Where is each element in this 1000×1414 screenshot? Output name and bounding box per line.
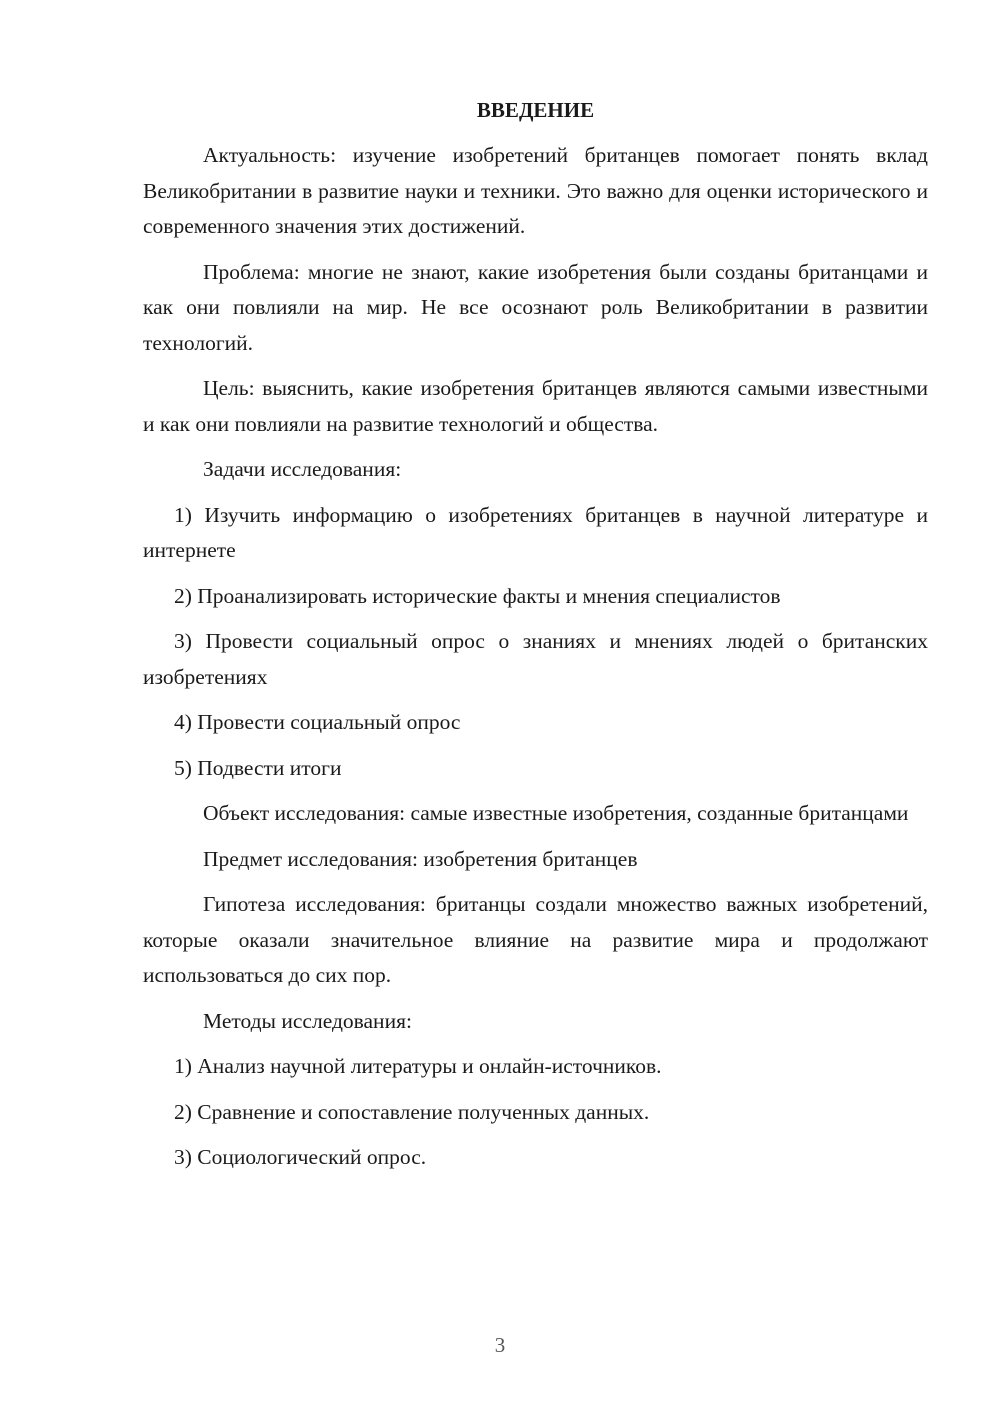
method-item: 2) Сравнение и сопоставление полученных данных. [174, 1099, 650, 1124]
method-item: 3) Социологический опрос. [174, 1145, 427, 1169]
section-title: ВВЕДЕНИЕ [476, 98, 595, 122]
goal-paragraph: Цель: выяснить, какие изобретения британцев являются самыми известными и как они повлияли на развитие технологий и общества. [143, 376, 928, 436]
problem-paragraph: Проблема: многие не знают, какие изобретения были созданы британцами и как они повлияли на мир. Не все осознают роль Великобритании в развитии технологий. [143, 259, 928, 355]
relevance-paragraph: Актуальность: изучение изобретений британцев помогает понять вклад Великобритании в развитие науки и техники. Это важно для оценки исторического и современного значения этих достижений. [143, 143, 928, 238]
task-item: 4) Провести социальный опрос [174, 710, 461, 734]
task-item: 1) Изучить информацию о изобретениях британцев в научной литературе и интернете [143, 502, 928, 562]
task-item: 2) Проанализировать исторические факты и мнения специалистов [174, 583, 781, 608]
method-item: 1) Анализ научной литературы и онлайн-источников. [174, 1054, 662, 1078]
tasks-heading: Задачи исследования: [203, 457, 402, 481]
page-content [143, 92, 928, 1186]
task-item: 3) Провести социальный опрос о знаниях и мнениях людей о британских изобретениях [143, 629, 928, 689]
object-paragraph: Объект исследования: самые известные изобретения, созданные британцами [203, 801, 909, 825]
task-item: 5) Подвести итоги [174, 755, 342, 780]
methods-heading: Методы исследования: [203, 1008, 412, 1033]
hypothesis-paragraph: Гипотеза исследования: британцы создали множество важных изобретений, которые оказали значительное влияние на развитие мира и продолжают использоваться до сих пор. [143, 892, 928, 987]
subject-paragraph: Предмет исследования: изобретения британцев [203, 846, 638, 871]
page-number: 3 [494, 1333, 506, 1357]
